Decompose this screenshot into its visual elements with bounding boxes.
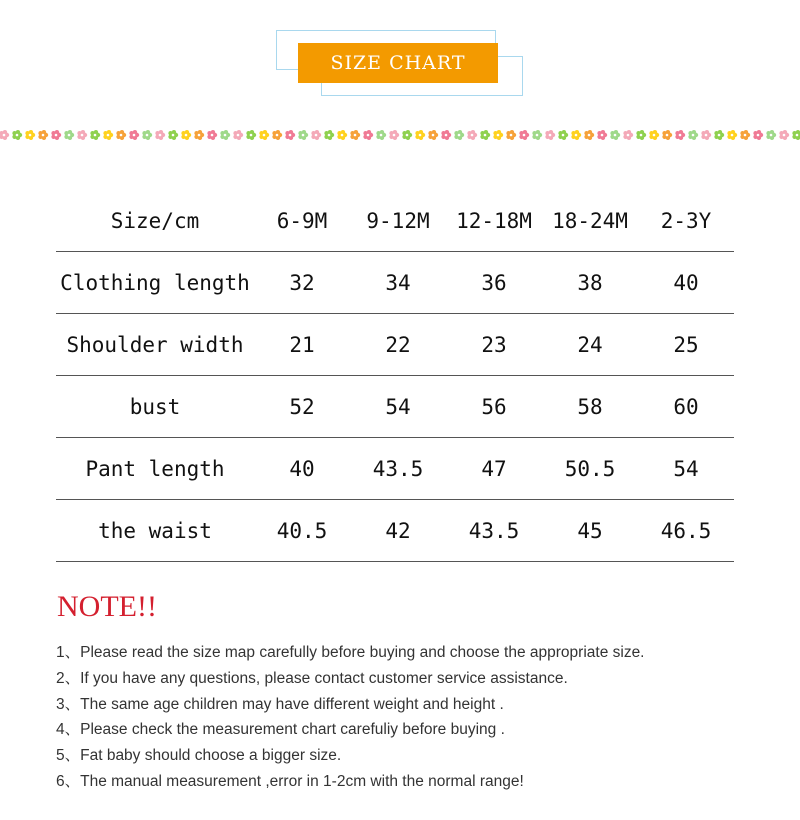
table-cell: 36: [446, 252, 542, 314]
flower-icon: [545, 130, 555, 140]
table-cell: 40: [254, 438, 350, 500]
note-heading: NOTE!!: [57, 590, 157, 623]
row-label: bust: [56, 376, 254, 438]
table-cell: 25: [638, 314, 734, 376]
flower-icon: [610, 130, 620, 140]
table-cell: 43.5: [350, 438, 446, 500]
flower-icon: [493, 130, 503, 140]
flower-icon: [649, 130, 659, 140]
flower-icon: [298, 130, 308, 140]
flower-icon: [623, 130, 633, 140]
table-cell: 58: [542, 376, 638, 438]
flower-icon: [337, 130, 347, 140]
flower-icon: [584, 130, 594, 140]
table-row: [56, 252, 734, 314]
note-item: 6、The manual measurement ,error in 1-2cm with the normal range!: [56, 772, 524, 790]
flower-icon: [233, 130, 243, 140]
flower-icon: [571, 130, 581, 140]
flower-icon: [532, 130, 542, 140]
table-row: [56, 314, 734, 376]
flower-icon: [402, 130, 412, 140]
note-item: 2、If you have any questions, please contact customer service assistance.: [56, 669, 568, 687]
flower-icon: [480, 130, 490, 140]
flower-icon: [77, 130, 87, 140]
table-cell: 42: [350, 500, 446, 562]
size-table: [56, 190, 734, 562]
flower-icon: [519, 130, 529, 140]
note-list: [56, 640, 645, 795]
table-header-cell: 18-24M: [542, 190, 638, 252]
flower-icon: [12, 130, 22, 140]
table-cell: 52: [254, 376, 350, 438]
flower-icon: [636, 130, 646, 140]
flower-icon: [194, 130, 204, 140]
flower-icon: [376, 130, 386, 140]
table-header-cell: 6-9M: [254, 190, 350, 252]
flower-icon: [168, 130, 178, 140]
flower-icon: [259, 130, 269, 140]
flower-icon: [129, 130, 139, 140]
table-cell: 46.5: [638, 500, 734, 562]
flower-icon: [714, 130, 724, 140]
flower-icon: [389, 130, 399, 140]
flower-icon: [441, 130, 451, 140]
flower-icon: [688, 130, 698, 140]
flower-icon: [0, 130, 9, 140]
flower-icon: [701, 130, 711, 140]
flower-icon: [64, 130, 74, 140]
flower-icon: [740, 130, 750, 140]
flower-icon: [155, 130, 165, 140]
flower-icon: [272, 130, 282, 140]
table-cell: 34: [350, 252, 446, 314]
flower-icon: [207, 130, 217, 140]
flower-icon: [428, 130, 438, 140]
note-item: 5、Fat baby should choose a bigger size.: [56, 747, 342, 765]
flower-icon: [558, 130, 568, 140]
table-cell: 40: [638, 252, 734, 314]
row-label: the waist: [56, 500, 254, 562]
flower-icon: [363, 130, 373, 140]
flower-icon: [415, 130, 425, 140]
row-label: Shoulder width: [56, 314, 254, 376]
flower-icon: [116, 130, 126, 140]
flower-icon: [597, 130, 607, 140]
table-cell: 21: [254, 314, 350, 376]
table-row: [56, 376, 734, 438]
flower-border-divider: [0, 128, 800, 142]
table-cell: 54: [638, 438, 734, 500]
flower-icon: [246, 130, 256, 140]
flower-icon: [792, 130, 800, 140]
flower-icon: [51, 130, 61, 140]
flower-icon: [181, 130, 191, 140]
table-cell: 22: [350, 314, 446, 376]
table-cell: 40.5: [254, 500, 350, 562]
table-cell: 43.5: [446, 500, 542, 562]
flower-icon: [350, 130, 360, 140]
row-label: Clothing length: [56, 252, 254, 314]
flower-icon: [220, 130, 230, 140]
table-cell: 45: [542, 500, 638, 562]
flower-icon: [506, 130, 516, 140]
flower-icon: [142, 130, 152, 140]
table-header-cell: 12-18M: [446, 190, 542, 252]
flower-icon: [779, 130, 789, 140]
flower-icon: [766, 130, 776, 140]
flower-icon: [454, 130, 464, 140]
row-label: Pant length: [56, 438, 254, 500]
table-cell: 60: [638, 376, 734, 438]
flower-icon: [25, 130, 35, 140]
note-item: 3、The same age children may have different weight and height .: [56, 695, 504, 713]
table-header-cell: 2-3Y: [638, 190, 734, 252]
note-item: 1、Please read the size map carefully before buying and choose the appropriate size.: [56, 644, 645, 661]
flower-icon: [38, 130, 48, 140]
flower-icon: [103, 130, 113, 140]
flower-icon: [467, 130, 477, 140]
size-chart-banner: [276, 30, 524, 98]
flower-icon: [285, 130, 295, 140]
flower-icon: [753, 130, 763, 140]
table-cell: 47: [446, 438, 542, 500]
table-cell: 32: [254, 252, 350, 314]
table-cell: 24: [542, 314, 638, 376]
table-header-cell: Size/cm: [56, 190, 254, 252]
flower-icon: [662, 130, 672, 140]
table-cell: 50.5: [542, 438, 638, 500]
flower-icon: [727, 130, 737, 140]
flower-icon: [90, 130, 100, 140]
flower-icon: [311, 130, 321, 140]
table-cell: 56: [446, 376, 542, 438]
table-cell: 54: [350, 376, 446, 438]
table-row: [56, 438, 734, 500]
table-cell: 23: [446, 314, 542, 376]
table-row: [56, 500, 734, 562]
flower-icon: [324, 130, 334, 140]
flower-icon: [675, 130, 685, 140]
table-cell: 38: [542, 252, 638, 314]
table-header-row: [56, 190, 734, 252]
size-chart-title: SIZE CHART: [298, 43, 498, 83]
table-header-cell: 9-12M: [350, 190, 446, 252]
note-item: 4、Please check the measurement chart carefuliy before buying .: [56, 721, 505, 739]
